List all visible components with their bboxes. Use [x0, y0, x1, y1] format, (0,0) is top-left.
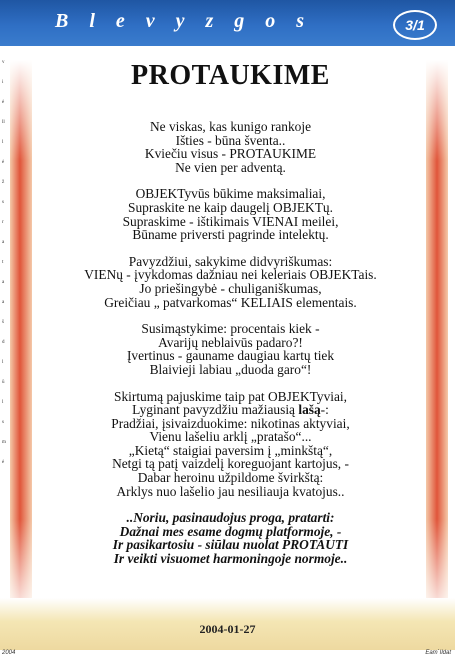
- article: [38, 60, 423, 579]
- stanza: [38, 322, 423, 376]
- side-mark: l: [2, 360, 4, 365]
- side-mark: ū: [2, 380, 5, 385]
- poem-line: ..Noriu, pasinaudojus proga, pratarti:: [126, 510, 335, 526]
- side-mark: a: [2, 240, 5, 245]
- corner-author: Eam`Ildat: [425, 650, 451, 656]
- side-mark: ė: [2, 100, 5, 105]
- side-mark: v: [2, 60, 5, 65]
- poem-line: Pradžiai, įsivaizduokime: nikotinas aktyviai,: [111, 415, 350, 431]
- header-banner: [0, 0, 455, 46]
- poem-line: Pavyzdžiui, sakykime didvyriškumas:: [128, 253, 333, 269]
- side-mark: l: [2, 140, 4, 145]
- side-mark: t: [2, 260, 4, 265]
- poem-line: Avarijų neblaivūs padaro?!: [158, 334, 303, 350]
- poem-line: Ne vien per adventą.: [175, 159, 286, 175]
- poem-line: Netgi tą patį vaizdelį koreguojant kartojus, -: [112, 456, 349, 472]
- side-mark: i: [2, 80, 4, 85]
- poem-line: Išties - būna šventa..: [175, 132, 286, 148]
- poem-line: Susimąstykime: procentais kiek -: [141, 321, 320, 337]
- poem-line: Ne viskas, kas kunigo rankoje: [149, 119, 312, 134]
- side-mark: ė: [2, 160, 5, 165]
- side-mark: d: [2, 340, 5, 345]
- poem-line-text: Lyginant pavyzdžiu mažiausią: [132, 402, 299, 418]
- left-gradient-fade: [10, 60, 32, 620]
- poem-line: Vienu lašeliu arklį „pratašo“...: [149, 429, 312, 445]
- poem-line: Arklys nuo lašelio jau nesiliauja kvatojus..: [116, 483, 345, 499]
- poem-line: Supraskime - ištikimais VIENAI meilei,: [122, 213, 339, 229]
- poem-line: Jo priešingybė - chuliganiškumas,: [139, 280, 322, 296]
- side-mark: r: [2, 220, 4, 225]
- side-mark: š: [2, 320, 4, 325]
- poem-line: Skirtumą pajuskime taip pat OBJEKTyviai,: [114, 388, 347, 404]
- corner-year: 2004: [2, 650, 16, 656]
- side-mark: a: [2, 300, 5, 305]
- right-gradient-fade: [426, 60, 448, 620]
- side-mark: ll: [2, 120, 5, 125]
- poem-line: „Kietą“ staigiai paversim į „minkštą“,: [128, 442, 333, 458]
- side-mark: s: [2, 200, 4, 205]
- stanza: [38, 120, 423, 174]
- brand-title: B l e v y z g o s: [55, 10, 313, 32]
- publication-date: 2004-01-27: [199, 622, 256, 636]
- poem-line: Greičiau „ patvarkomas“ KELIAIS elementais.: [104, 294, 357, 310]
- stanza: [38, 390, 423, 499]
- brand-logo: 3/1: [393, 10, 437, 40]
- poem-line: Įvertinus - gauname daugiau kartų tiek: [126, 348, 335, 364]
- poem-line: Ir pasikartosiu - siūlau nuolat PROTAUTI: [112, 537, 349, 553]
- poem-line: VIENų - įvykdomas dažniau nei keleriais OBJEKTais.: [84, 267, 377, 283]
- side-mark: l: [2, 400, 4, 405]
- poem-line: Ir veikti visuomet harmoningoje normoje..: [113, 551, 348, 567]
- poem-line: Supraskite ne kaip daugelį OBJEKTų.: [128, 199, 333, 215]
- side-mark: s: [2, 420, 4, 425]
- side-mark: a: [2, 280, 5, 285]
- side-mark: ė: [2, 460, 5, 465]
- poem-line: Dažnai mes esame dogmų platformoje, -: [119, 523, 342, 539]
- stanza: [38, 187, 423, 241]
- side-mark: ž: [2, 180, 5, 185]
- poem-line-with-emphasis: [38, 403, 423, 417]
- article-title: PROTAUKIME: [131, 60, 330, 91]
- emphasized-suffix: -:: [320, 402, 329, 418]
- poem-line: Būname priversti pagrinde intelektų.: [132, 227, 329, 243]
- poem-line: Blaivieji labiau „duoda garo“!: [149, 361, 312, 377]
- poem-line: Kviečiu visus - PROTAUKIME: [144, 146, 317, 162]
- left-margin-strip: [0, 46, 10, 640]
- closing-stanza: [38, 511, 423, 565]
- side-mark: m: [2, 440, 6, 445]
- poem-line: Dabar heroinu užpildome švirkštą:: [137, 470, 324, 486]
- emphasized-word: lašą: [298, 402, 321, 418]
- poem-line: OBJEKTyvūs būkime maksimaliai,: [135, 186, 326, 202]
- stanza: [38, 255, 423, 309]
